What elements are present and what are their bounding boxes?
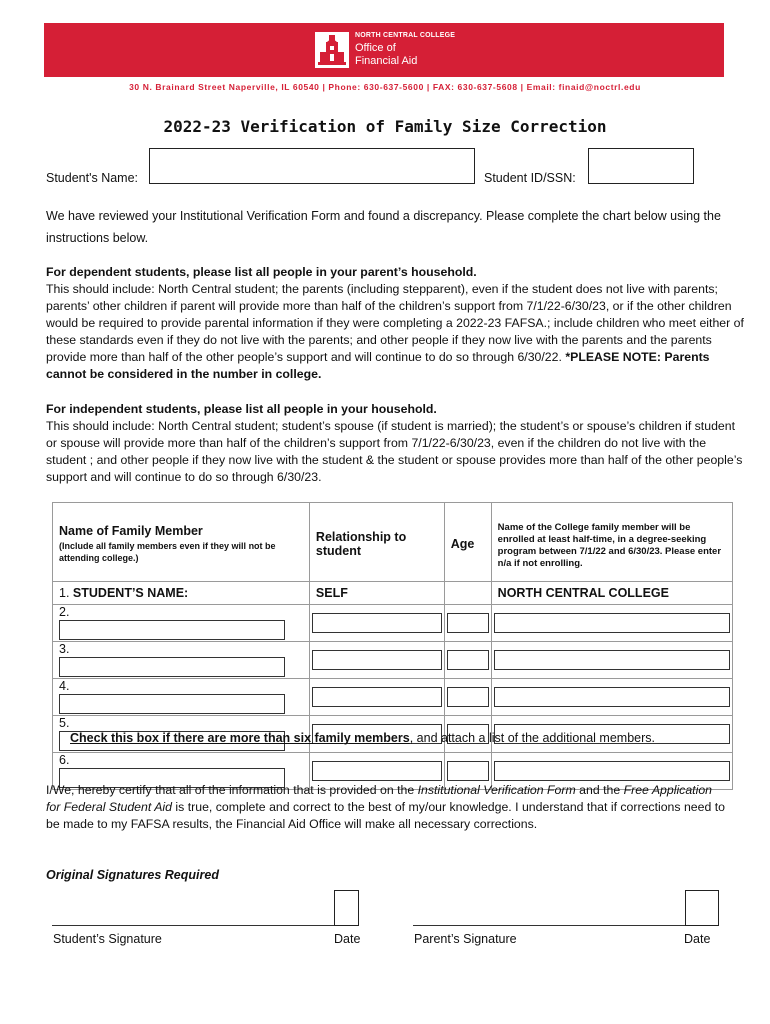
row-number: 6. [59,753,70,767]
independent-heading: For independent students, please list all people in your household. [46,402,437,416]
cert-part-2: and the [575,783,624,797]
dependent-body: This should include: North Central student; the parents (including stepparent), even if the student does not live with parents; parents’ other children if parent will provide more than half of the children’s support from 7/1/22-6/30/23, or if the other children would be required to provide parental information if they were completing a 2022-23 FAFSA.; include children who meet either of these standards even if they do not live with the parents; and other people if they now live with the parents and the parents provide more than half of the other people’s support and will continue to do so through 6/30/22. [46,282,744,364]
student-date-label: Date [334,932,361,946]
table-header-row [53,503,733,582]
college-field[interactable] [494,650,730,670]
row-number: 4. [59,679,70,693]
student-name-cell [53,582,310,605]
dependent-note: *PLEASE NOTE: Parents cannot be considered in the number in college. [46,350,710,381]
age-field[interactable] [447,613,489,633]
table-row-student [53,582,733,605]
relationship-field[interactable] [312,613,442,633]
table-row [53,642,733,679]
table-row [53,605,733,642]
student-name-field[interactable] [149,148,475,184]
certification-text [46,782,726,833]
office-line-2: Financial Aid [355,55,418,67]
header-college-cell [491,503,732,582]
header-relationship-cell [309,503,444,582]
independent-section [46,401,746,486]
student-signature-line[interactable] [52,925,334,926]
cert-form-name: Institutional Verification Form [417,783,576,797]
checkbox-label-rest: , and attach a list of the additional members. [409,731,655,745]
independent-body: This should include: North Central student; student’s spouse (if student is married); the student’s or spouse’s children if student or spouse will provide more than half of the children’s support from 7/1/22-6/30/23, even if the children do not live with the student ; and other people if they now live with the student & the student or spouse provides more than half of the other people’s support and will continue to do so through 6/30/23. [46,419,743,484]
header-name-cell [53,503,310,582]
form-title: 2022-23 Verification of Family Size Correction [163,117,607,136]
header-age-title: Age [450,537,475,551]
college-field[interactable] [494,761,730,781]
header-age-cell [444,503,491,582]
relationship-field[interactable] [312,687,442,707]
row-number: 1. [59,586,70,600]
row-number: 2. [59,605,70,619]
parent-signature-label: Parent’s Signature [414,932,517,946]
college-tower-logo-icon [315,32,349,68]
relationship-self: SELF [309,582,444,605]
parent-date-field[interactable] [685,890,719,926]
member-name-field[interactable] [59,620,285,640]
dependent-heading: For dependent students, please list all people in your parent’s household. [46,265,477,279]
cert-part-3: is true, complete and correct to the best of my/our knowledge. I understand that if corrections need to be made to my FAFSA results, the Financial Aid Office will make all necessary corrections. [46,800,725,831]
college-name: NORTH CENTRAL COLLEGE [355,32,456,39]
row-number: 5. [59,716,70,730]
relationship-field[interactable] [312,650,442,670]
age-field[interactable] [447,650,489,670]
college-field[interactable] [494,613,730,633]
student-id-field[interactable] [588,148,694,184]
student-signature-label: Student’s Signature [53,932,162,946]
checkbox-label: Check this box if there are more than six family members [70,731,410,745]
parent-signature-line[interactable] [413,925,685,926]
college-north-central: NORTH CENTRAL COLLEGE [491,582,732,605]
age-field[interactable] [447,687,489,707]
college-field[interactable] [494,687,730,707]
header-college-title: Name of the College family member will be enrolled at least half-time, in a degree-seeking program between 7/1/22 and 6/30/23. Please enter n/a if not enrolling. [497,522,722,569]
table-row [53,679,733,716]
more-members-checkbox-row[interactable] [70,731,655,745]
header-name-subtitle: (Include all family members even if they will not be attending college.) [59,541,276,563]
parent-date-label: Date [684,932,711,946]
student-id-label: Student ID/SSN: [484,171,576,185]
cert-fafsa-name: Free Application for Federal Student Aid [46,783,712,814]
header-relationship-title: Relationship to student [315,530,407,558]
contact-address: 30 N. Brainard Street Naperville, IL 60540 | Phone: 630-637-5600 | FAX: 630-637-5608 | Email: finaid@noctrl.edu [129,82,641,92]
signatures-required-label: Original Signatures Required [46,868,219,882]
student-name-label: Student's Name: [46,171,139,185]
dependent-section [46,264,746,383]
intro-text: We have reviewed your Institutional Verification Form and found a discrepancy. Please complete the chart below using the instructions below. [46,209,721,245]
cert-part-1: I/We, hereby certify that all of the information that is provided on the [46,783,418,797]
member-name-field[interactable] [59,657,285,677]
student-date-field[interactable] [334,890,359,926]
member-name-field[interactable] [59,694,285,714]
office-name [355,42,417,68]
office-line-1: Office of [355,42,396,54]
header-name-title: Name of Family Member [59,524,203,538]
relationship-field[interactable] [312,761,442,781]
student-age-cell[interactable] [444,582,491,605]
student-name-row-label: STUDENT’S NAME: [72,586,189,600]
family-members-table [52,502,733,790]
age-field[interactable] [447,761,489,781]
row-number: 3. [59,642,70,656]
